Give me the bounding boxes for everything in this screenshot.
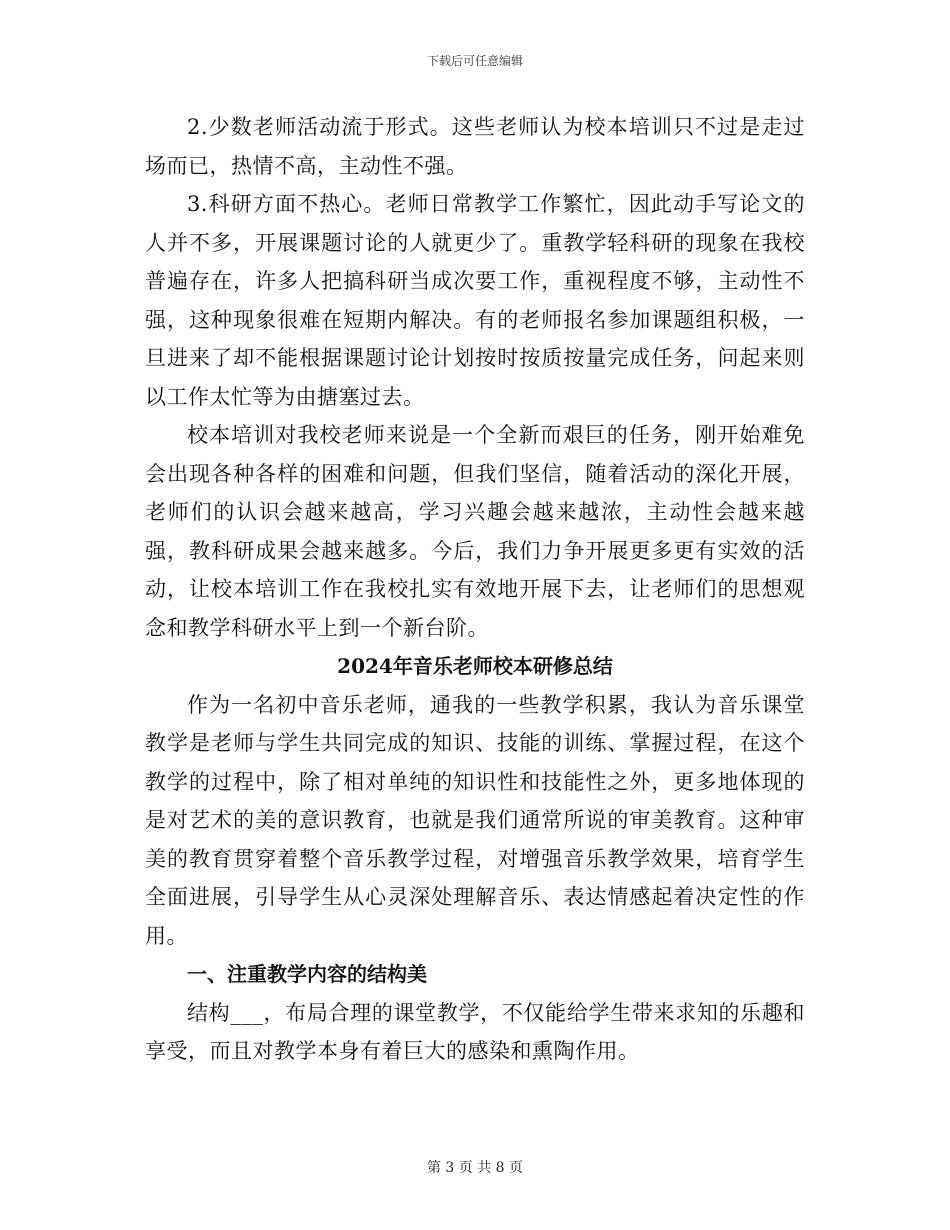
paragraph-item-2: 2.少数老师活动流于形式。这些老师认为校本培训只不过是走过场而已，热情不高，主动性不强。 xyxy=(145,115,805,178)
paragraph-item-3: 3.科研方面不热心。老师日常教学工作繁忙，因此动手写论文的人并不多，开展课题讨论的人就更少了。重教学轻科研的现象在我校普遍存在，许多人把搞科研当成次要工作，重视程度不够，主动性不强，这种现象很难在短期内解决。有的老师报名参加课题组积极，一旦进来了却不能根据课题讨论计划按时按质按量完成任务，问起来则以工作太忙等为由搪塞过去。 xyxy=(145,192,805,409)
header-note: 下载后可任意编辑 xyxy=(426,54,523,68)
paragraph-conclusion: 校本培训对我校老师来说是一个全新而艰巨的任务，刚开始难免会出现各种各样的困难和问题，但我们坚信，随着活动的深化开展，老师们的认识会越来越高，学习兴趣会越来越浓，主动性会越来越强，教科研成果会越来越多。今后，我们力争开展更多更有实效的活动，让校本培训工作在我校扎实有效地开展下去，让老师们的思想观念和教学科研水平上到一个新台阶。 xyxy=(145,423,805,640)
paragraph-intro: 作为一名初中音乐老师，通我的一些教学积累，我认为音乐课堂教学是老师与学生共同完成的知识、技能的训练、掌握过程，在这个教学的过程中，除了相对单纯的知识性和技能性之外，更多地体现的是对艺术的美的意识教育，也就是我们通常所说的审美教育。这种审美的教育贯穿着整个音乐教学过程，对增强音乐教学效果，培育学生全面进展，引导学生从心灵深处理解音乐、表达情感起着决定性的作用。 xyxy=(145,692,805,948)
document-body xyxy=(145,108,805,1071)
page-number: 第 3 页 共 8 页 xyxy=(426,1160,524,1176)
paragraph-section-body: 结构___，布局合理的课堂教学，不仅能给学生带来求知的乐趣和享受，而且对教学本身有着巨大的感染和熏陶作用。 xyxy=(145,1000,805,1063)
document-title: 2024年音乐老师校本研修总结 xyxy=(337,654,613,678)
section-heading: 一、注重教学内容的结构美 xyxy=(187,962,427,986)
